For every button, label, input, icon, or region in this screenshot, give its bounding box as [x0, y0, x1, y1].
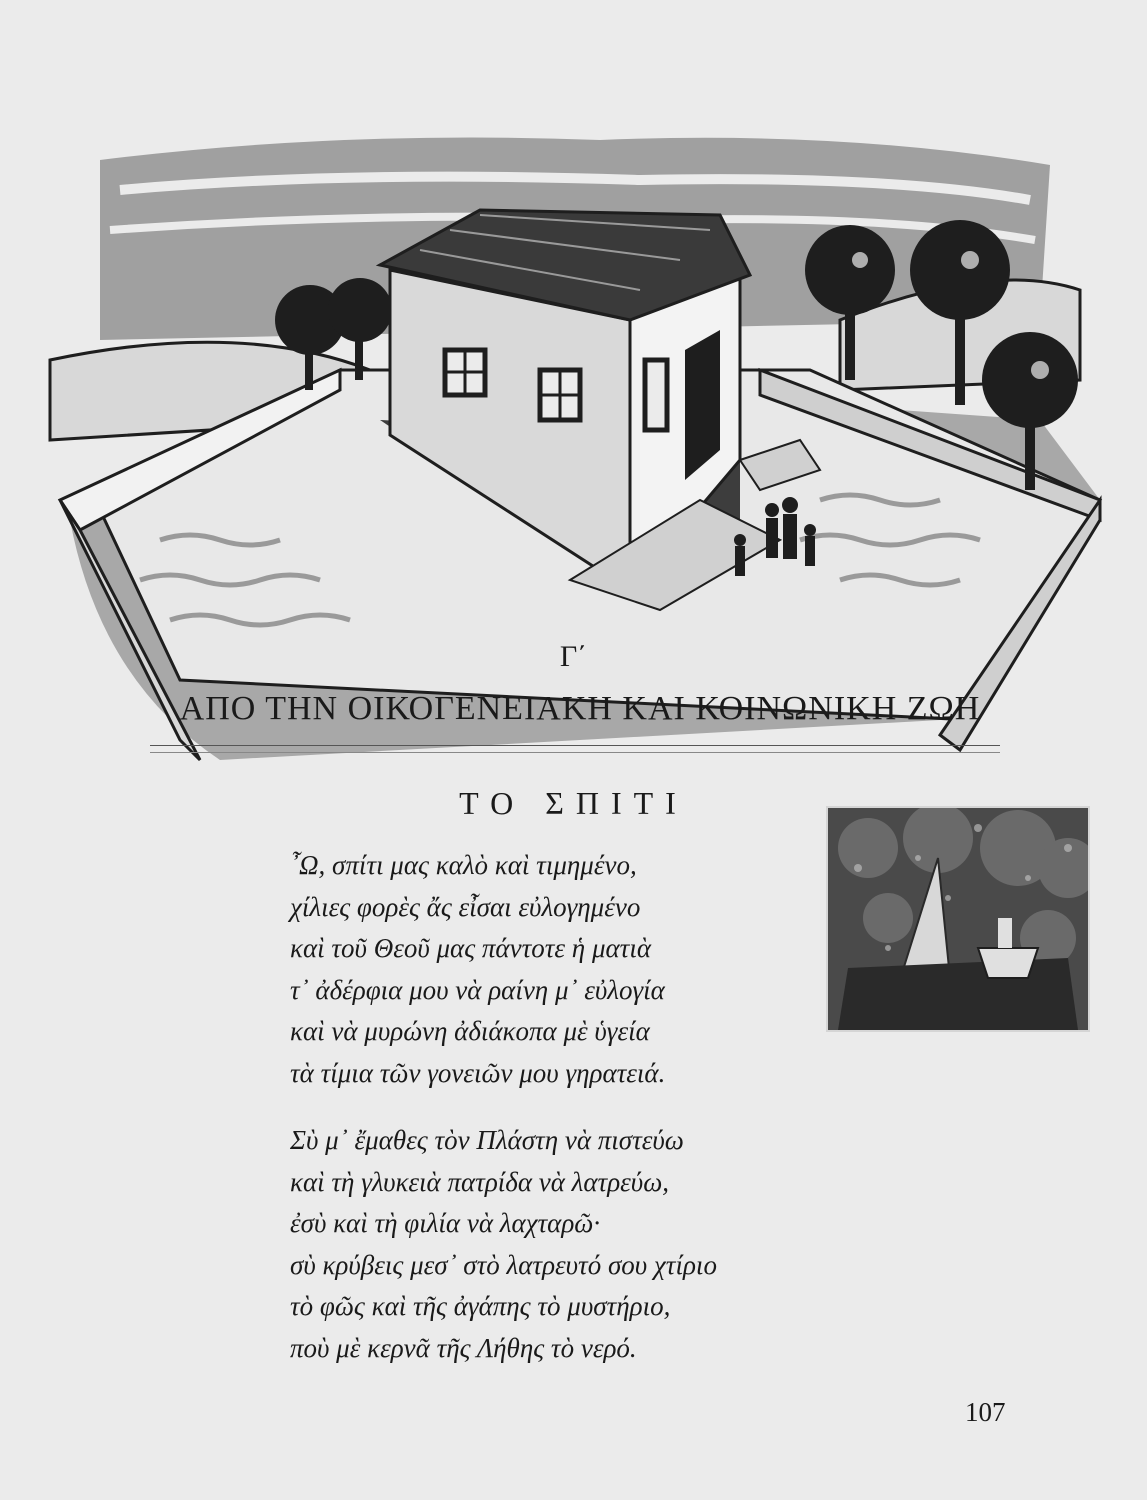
poem-line: ἐσὺ καὶ τὴ φιλία νὰ λαχταρῶ· — [290, 1208, 601, 1238]
poem-line: τὰ τίμια τῶν γονειῶν μου γηρατειά. — [290, 1057, 666, 1088]
poem-line: καὶ τὴ γλυκειὰ πατρίδα νὰ λατρεύω, — [290, 1166, 670, 1197]
title-rule-bottom — [150, 752, 1000, 753]
poem-line: καὶ νὰ μυρώνη ἀδιάκοπα μὲ ὑγεία — [290, 1016, 650, 1046]
page-number: 107 — [965, 1397, 1006, 1427]
poem-stanza-2 — [290, 1120, 850, 1369]
title-rule-top — [150, 745, 1000, 746]
poem-line: τὸ φῶς καὶ τῆς ἀγάπης τὸ μυστήριο, — [290, 1291, 671, 1321]
poem-line: χίλιες φορὲς ἄς εἶσαι εὐλογημένο — [290, 891, 641, 922]
poem-stanza-1 — [290, 845, 850, 1094]
pasted-photograph — [828, 808, 1088, 1030]
poem-line: ῏Ω, σπίτι μας καλὸ καὶ τιμημένο, — [290, 850, 637, 880]
section-title: ΑΠΟ ΤΗΝ ΟΙΚΟΓΕΝΕΙΑΚΗ ΚΑΙ ΚΟΙΝΩΝΙΚΗ ΖΩΗ — [179, 690, 981, 727]
poem-line: ποὺ μὲ κερνᾶ τῆς Λήθης τὸ νερό. — [290, 1332, 637, 1363]
section-letter: Γ΄ — [559, 640, 588, 673]
poem-line: Σὺ μ᾽ ἔμαθες τὸν Πλάστη νὰ πιστεύω — [290, 1125, 684, 1155]
poem-line: σὺ κρύβεις μεσ᾽ στὸ λατρευτό σου χτίριο — [290, 1249, 717, 1280]
poem-line: τ᾽ ἀδέρφια μου νὰ ραίνη μ᾽ εὐλογία — [290, 974, 665, 1005]
poem-title: ΤΟ ΣΠΙΤΙ — [459, 785, 688, 821]
poem-line: καὶ τοῦ Θεοῦ μας πάντοτε ἡ ματιὰ — [290, 933, 652, 963]
